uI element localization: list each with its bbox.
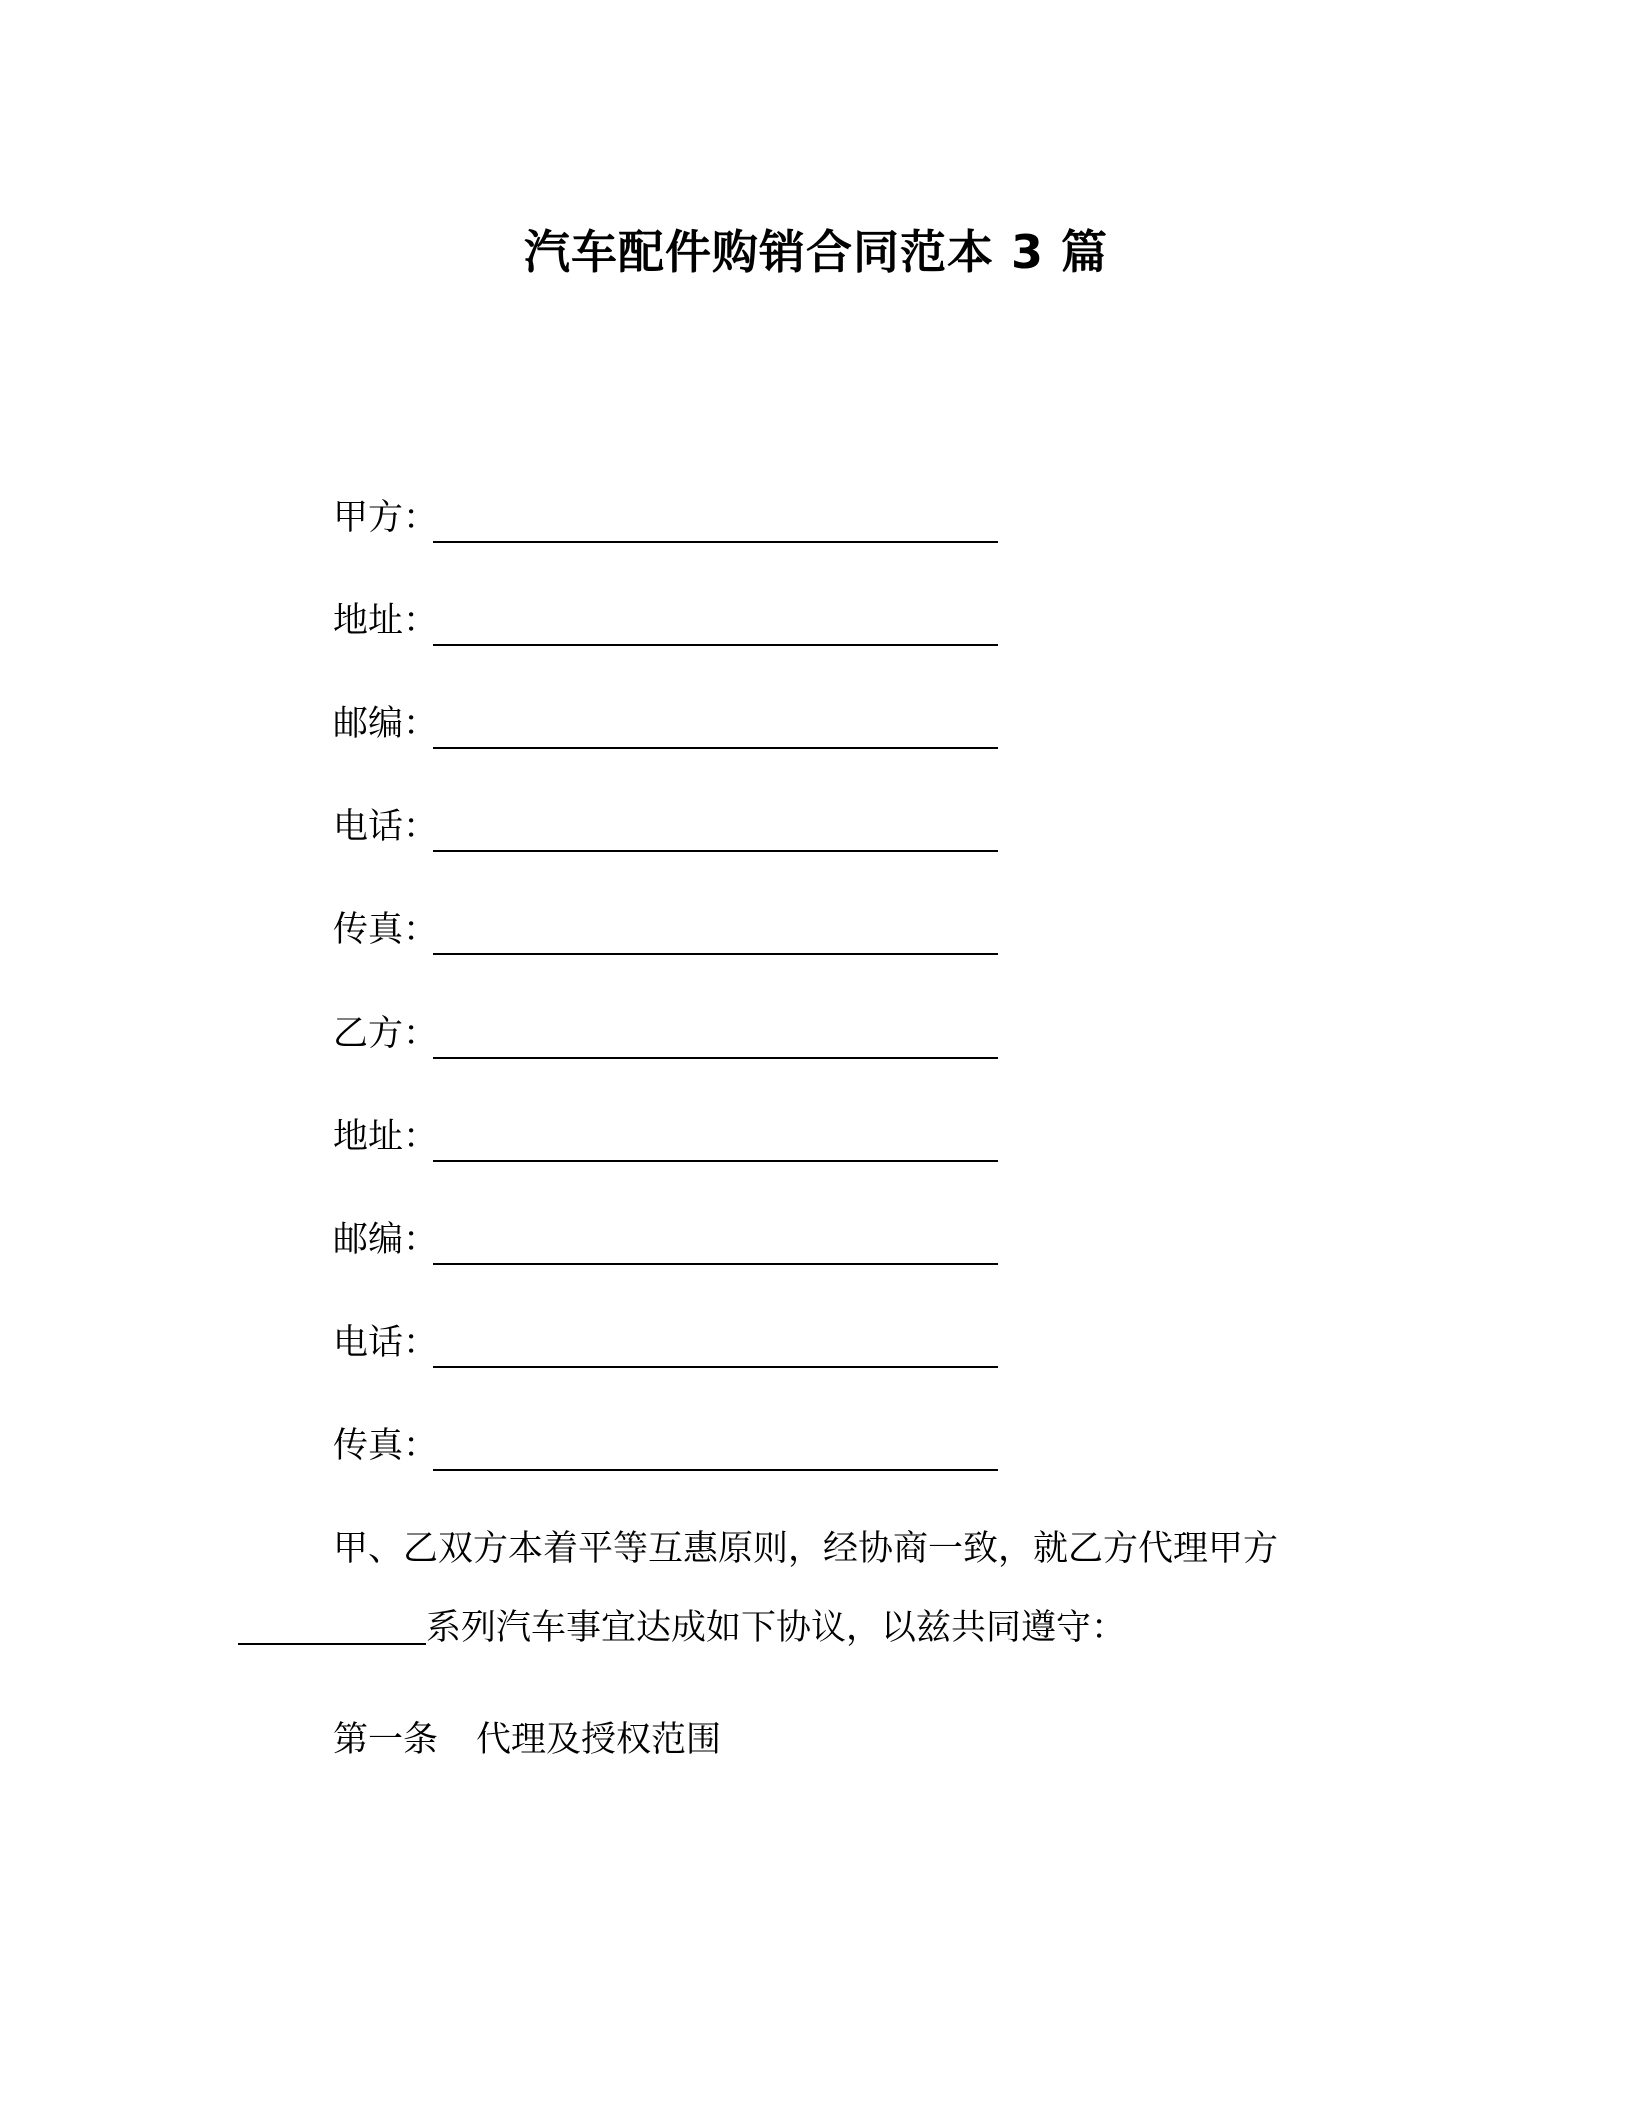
fill-in-blank (433, 913, 998, 955)
fill-in-blank (433, 1017, 998, 1059)
fill-in-blank (433, 604, 998, 646)
fill-in-blank (433, 1429, 998, 1471)
party-a-phone-field (333, 802, 998, 852)
party-a-postcode-field (333, 699, 998, 749)
field-colon: ： (403, 1117, 439, 1157)
party-b-address-field (333, 1112, 998, 1162)
field-colon: ： (403, 807, 439, 847)
field-label: 邮编 (333, 704, 404, 744)
party-b-name-field (333, 1009, 998, 1059)
field-label: 地址 (333, 601, 404, 641)
fill-in-blank (433, 1120, 998, 1162)
field-label: 电话 (333, 1323, 404, 1363)
field-colon: ： (403, 1323, 439, 1363)
party-b-fax-field (333, 1421, 998, 1471)
field-label: 甲方 (333, 498, 404, 538)
field-colon: ： (403, 910, 439, 950)
party-a-fax-field (333, 905, 998, 955)
field-colon: ： (403, 704, 439, 744)
party-a-address-field (333, 596, 998, 646)
field-colon: ： (403, 1014, 439, 1054)
document-title: 汽车配件购销合同范本 3 篇 (523, 225, 1109, 279)
field-colon: ： (403, 1220, 439, 1260)
field-colon: ： (403, 1426, 439, 1466)
party-b-phone-field (333, 1318, 998, 1368)
field-label: 传真 (333, 910, 404, 950)
field-label: 传真 (333, 1426, 404, 1466)
field-label: 邮编 (333, 1220, 404, 1260)
field-label: 乙方 (333, 1014, 404, 1054)
field-label: 地址 (333, 1117, 404, 1157)
intro-paragraph-text: 系列汽车事宜达成如下协议，以兹共同遵守： (426, 1608, 1127, 1648)
fill-in-blank (433, 1223, 998, 1265)
fill-in-blank (433, 501, 998, 543)
article-1-heading (333, 1715, 721, 1765)
intro-paragraph-line-2 (238, 1603, 1126, 1653)
fill-in-blank (433, 707, 998, 749)
field-colon: ： (403, 601, 439, 641)
article-title: 代理及授权范围 (476, 1720, 722, 1760)
party-b-postcode-field (333, 1215, 998, 1265)
fill-in-blank (238, 1603, 426, 1645)
fill-in-blank (433, 810, 998, 852)
party-a-name-field (333, 493, 998, 543)
article-number: 第一条 (333, 1720, 439, 1760)
intro-paragraph-line-1: 甲、乙双方本着平等互惠原则，经协商一致，就乙方代理甲方 (333, 1529, 1279, 1569)
field-label: 电话 (333, 807, 404, 847)
field-colon: ： (403, 498, 439, 538)
fill-in-blank (433, 1326, 998, 1368)
